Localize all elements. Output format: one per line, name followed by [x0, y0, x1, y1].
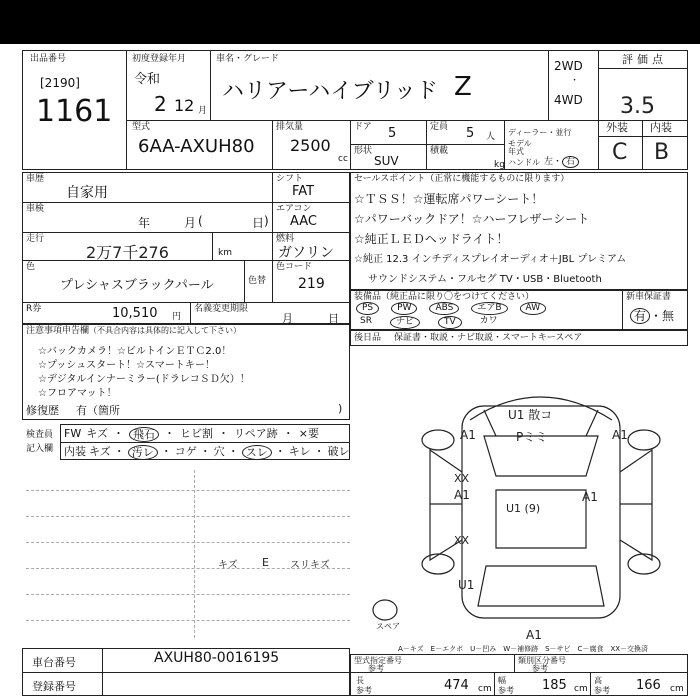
cert-ref: 参考	[368, 664, 384, 673]
auction-sheet	[22, 50, 688, 698]
damage-mark: A1	[582, 490, 598, 504]
equip-sr: SR	[360, 316, 372, 326]
spare-label: スペア	[376, 622, 400, 631]
damage-mark: XX	[454, 534, 470, 547]
fuel-value: ガソリン	[278, 245, 334, 261]
lot-sub: [2190]	[40, 76, 80, 90]
displacement-label: 排気量	[276, 122, 304, 132]
damage-mark: U1 (9)	[506, 502, 541, 515]
hand-note-1: キズ	[218, 560, 238, 571]
warranty-yes: 有	[630, 308, 650, 324]
cc-unit: cc	[338, 154, 348, 164]
selling-point-line: ☆純正 12.3 インチディスプレイオーディオ＋JBL プレミアム	[354, 254, 627, 265]
exterior-grade: C	[612, 140, 628, 165]
warranty-dot: ・	[650, 309, 663, 323]
damage-mark: Pミミ	[516, 430, 548, 444]
title-day: 日	[328, 312, 339, 325]
month-unit: 月	[198, 106, 208, 116]
selling-point-line: ☆純正ＬＥＤヘッドライト！	[354, 232, 509, 246]
usage-label: 車歴	[26, 174, 45, 184]
lot-number: 1161	[36, 94, 113, 129]
selling-point-line: ☆パワーバックドア！☆ハーフレザーシート	[354, 212, 590, 226]
class-label: 類別区分番号	[518, 656, 566, 665]
top-dark-band	[0, 0, 700, 44]
insp-month: 月	[184, 216, 197, 230]
shift-label: シフト	[276, 174, 304, 184]
chassis-label: 車台番号	[32, 656, 76, 669]
doors-value: 5	[388, 126, 397, 141]
interior-label: 内装	[650, 121, 672, 134]
equip-abs: ABS	[429, 302, 459, 315]
damage-mark: U1	[458, 578, 475, 592]
notes-sub: （不具合内容は具体的に記入して下さい）	[89, 326, 242, 335]
length-ref: 参考	[356, 686, 372, 695]
height-label: 高	[594, 676, 602, 685]
note-line: ☆プッシュスタート！☆スマートキー！	[38, 360, 215, 371]
usage-value: 自家用	[66, 185, 108, 201]
shape-value: SUV	[374, 154, 399, 168]
capacity-label: 定員	[430, 122, 449, 132]
postscript-value: 保証書・取説・ナビ取説・スマートキースペア	[394, 333, 583, 343]
model-year-label1: モデル	[508, 139, 532, 148]
width-unit: cm	[574, 684, 588, 694]
mileage-value: 2万7千276	[86, 243, 169, 262]
class-ref: 参考	[532, 664, 548, 673]
length-label: 長	[356, 676, 364, 685]
reg-month: 12	[174, 96, 195, 115]
repair-close: )	[338, 402, 343, 415]
chassis-value: AXUH80-0016195	[154, 650, 280, 666]
spare-tire-icon	[370, 598, 400, 622]
color-code-label: 色コード	[276, 262, 313, 272]
displacement-value: 2500	[290, 136, 331, 155]
inspection-label: 車検	[26, 204, 45, 214]
fw-label: FW	[64, 427, 82, 440]
interior-grade: B	[654, 140, 670, 165]
repair-label: 修復歴	[26, 404, 59, 417]
height-unit: cm	[670, 684, 684, 694]
capacity-value: 5	[466, 126, 475, 141]
ac-value: AAC	[290, 214, 317, 229]
note-line: ☆フロアマット！	[38, 388, 117, 399]
equip-leather: カワ	[479, 316, 498, 326]
handle-label: ハンドル	[508, 158, 540, 167]
fuel-label: 燃料	[276, 234, 295, 244]
score-label: 評価点	[622, 53, 667, 66]
reg-number-label: 登録番号	[32, 680, 76, 693]
handle-left: 左	[544, 157, 554, 167]
kg-unit: kg	[494, 160, 505, 170]
hand-note-2: E	[262, 556, 269, 569]
width-label: 幅	[498, 676, 506, 685]
recycle-label: R券	[26, 304, 42, 314]
equip-aw: AW	[520, 302, 547, 315]
equipment-row-1	[356, 302, 546, 315]
equip-tv: TV	[438, 316, 462, 329]
equip-airbag: エアB	[471, 302, 507, 315]
drive-dot: ・	[570, 76, 580, 86]
insp-crack: ヒビ割	[180, 427, 213, 440]
era: 令和	[134, 72, 161, 87]
equip-ps: PS	[356, 302, 379, 315]
insp-needs: ×要	[298, 427, 319, 440]
ac-label: エアコン	[276, 204, 312, 214]
score-value: 3.5	[620, 94, 655, 119]
hand-note-3: スリキズ	[290, 560, 330, 571]
handle-options	[544, 156, 579, 168]
length-value: 474	[444, 678, 469, 693]
damage-mark: XX	[454, 472, 470, 485]
warranty-options	[630, 308, 674, 324]
inspector-row-1: FW キズ ・ 飛石 ・ ヒビ割 ・ リペア跡 ・ ×要	[64, 427, 319, 441]
handle-right: 右	[562, 156, 579, 168]
damage-mark: A1	[454, 488, 470, 502]
notes-label: 注意事項申告欄（不具合内容は具体的に記入して下さい）	[26, 326, 242, 336]
selling-point-line: ☆ＴＳＳ！☆運転席パワーシート！	[354, 192, 544, 206]
doors-label: ドア	[354, 122, 372, 132]
grade: Z	[454, 72, 472, 102]
recycle-value: 10,510	[112, 306, 158, 321]
insp-wear: スレ	[242, 445, 272, 460]
width-value: 185	[542, 678, 567, 693]
note-line: ☆デジタルインナーミラー(ドラレコＳＤ欠）！	[38, 374, 250, 385]
km-unit: km	[218, 248, 232, 258]
warranty-label: 新車保証書	[626, 292, 672, 302]
exterior-label: 外装	[606, 121, 628, 134]
drive-2wd: 2WD	[554, 59, 583, 73]
height-ref: 参考	[594, 686, 610, 695]
lot-label: 出品番号	[30, 54, 67, 64]
insp-paren-open: (	[198, 214, 203, 228]
height-value: 166	[636, 678, 661, 693]
model-year-label2: 年式	[508, 147, 524, 156]
inspector-label-2: 記入欄	[26, 444, 54, 454]
title-month: 月	[282, 312, 293, 325]
postscript-label: 後日品	[354, 333, 382, 343]
color-change-label: 色替	[248, 276, 267, 286]
color-label: 色	[26, 262, 36, 272]
damage-legend: A－キズ E－エクボ U－凹み W－補修跡 S－サビ C－腐食 XX－交換済	[398, 645, 649, 653]
equipment-row-2	[360, 316, 498, 329]
type-value: 6AA-AXUH80	[138, 136, 255, 157]
dealer-label: ディーラー・並行	[508, 128, 572, 137]
drive-4wd: 4WD	[554, 93, 583, 107]
insp-chip: 飛石	[129, 427, 159, 442]
warranty-no: 無	[662, 309, 675, 323]
first-reg-label: 初度登録年月	[132, 54, 187, 64]
title-label: 名義変更期限	[194, 304, 249, 314]
equip-navi: ナビ	[390, 316, 420, 329]
repair-value: 有（箇所	[76, 404, 120, 417]
shift-value: FAT	[292, 184, 315, 199]
yen-unit: 円	[172, 312, 182, 322]
selling-points-label: セールスポイント（正常に機能するものに限ります）	[354, 174, 570, 184]
insp-year: 年	[138, 216, 151, 230]
shape-label: 形状	[354, 146, 373, 156]
insp-dirt: 汚レ	[128, 445, 158, 460]
selling-point-line: サウンドシステム・フルセグ TV・USB・Bluetooth	[368, 274, 602, 285]
note-line: ☆バックカメラ！☆ビルトインＥＴＣ2.0！	[38, 346, 232, 357]
length-unit: cm	[478, 684, 492, 694]
reg-year: 2	[154, 92, 167, 116]
damage-mark: U1 散コ	[508, 408, 553, 422]
mileage-label: 走行	[26, 234, 45, 244]
handle-dot: ・	[553, 157, 563, 167]
type-label: 型式	[132, 122, 151, 132]
insp-day: 日	[252, 216, 265, 230]
width-ref: 参考	[498, 686, 514, 695]
model-label: 車名・グレード	[216, 54, 280, 64]
insp-paren-close: )	[264, 214, 269, 228]
damage-mark: A1	[460, 428, 476, 442]
model-name: ハリアーハイブリッド	[222, 79, 438, 104]
person-unit: 人	[486, 132, 496, 142]
load-label: 積載	[430, 146, 449, 156]
color-code-value: 219	[298, 276, 325, 292]
insp-scratch: キズ	[86, 427, 108, 440]
equip-pw: PW	[391, 302, 417, 315]
equipment-label: 装備品（純正品に限り〇をつけてください）	[354, 292, 535, 302]
inspector-row-2: 内装 キズ ・ 汚レ ・ コゲ ・ 穴 ・ スレ ・ キレ ・ 破レ	[64, 445, 350, 459]
damage-mark: A1	[612, 428, 628, 442]
insp-repair-mark: リペア跡	[234, 427, 278, 440]
inspector-label-1: 検査員	[26, 430, 54, 440]
damage-mark: A1	[526, 628, 542, 642]
cert-label: 型式指定番号	[354, 656, 402, 665]
interior-label-2: 内装	[64, 445, 86, 458]
color-value: プレシャスブラックパール	[60, 278, 214, 293]
